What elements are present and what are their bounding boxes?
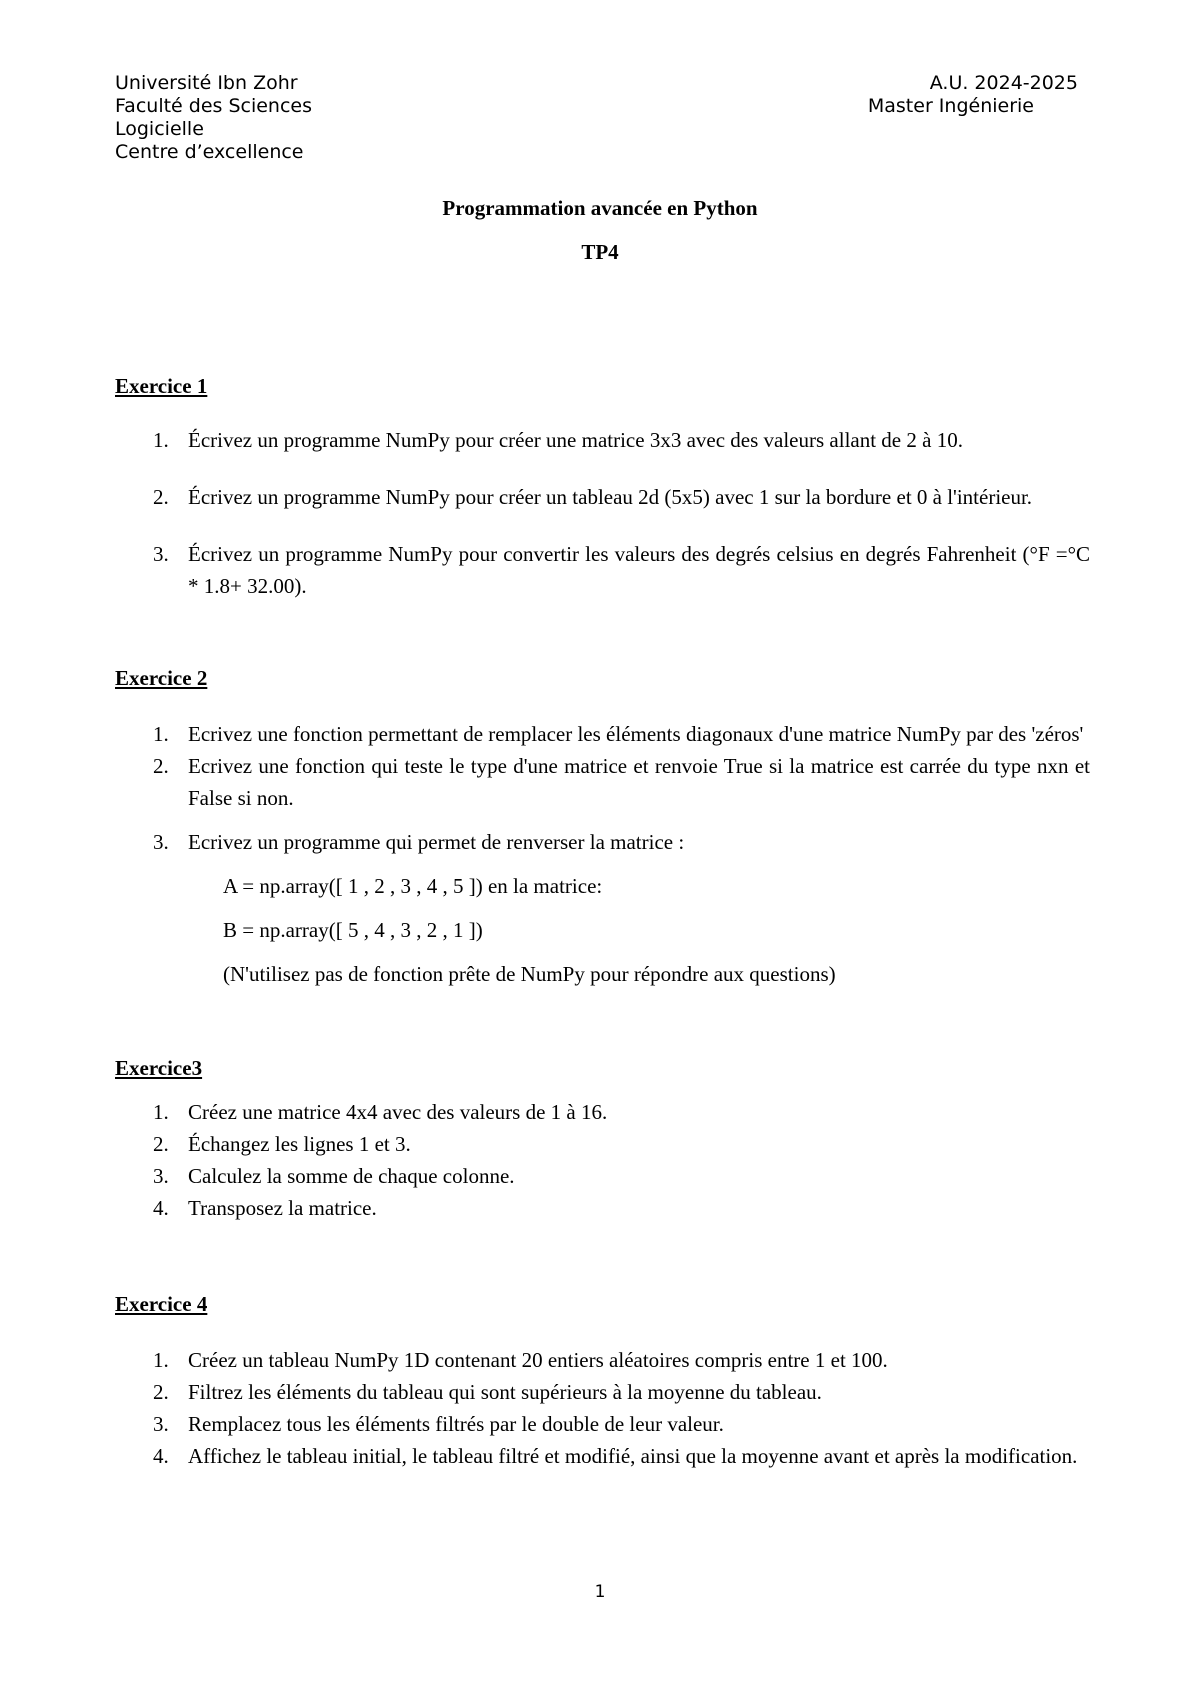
- list-item: 3. Remplacez tous les éléments filtrés par le double de leur valeur.: [153, 1412, 724, 1436]
- exercise-title: Exercice 4: [115, 1292, 208, 1316]
- list-item: 4. Affichez le tableau initial, le tableau filtré et modifié, ainsi que la moyenne avant et après la modification.: [153, 1444, 1078, 1468]
- list-item: 1. Écrivez un programme NumPy pour créer une matrice 3x3 avec des valeurs allant de 2 à 10.: [153, 428, 963, 452]
- exercise-title: Exercice 1: [115, 374, 208, 398]
- department-name: Logicielle: [115, 118, 204, 140]
- list-item: 3. Calculez la somme de chaque colonne.: [153, 1164, 515, 1188]
- list-item: 1. Créez une matrice 4x4 avec des valeurs de 1 à 16.: [153, 1100, 608, 1124]
- list-item: 2. Échangez les lignes 1 et 3.: [153, 1132, 411, 1156]
- document-subtitle: TP4: [581, 240, 619, 264]
- program-name: Master Ingénierie: [867, 95, 1034, 117]
- exercise-list: [115, 424, 1090, 602]
- faculty-name: Faculté des Sciences: [115, 95, 313, 117]
- exercise-title: Exercice 2: [115, 666, 208, 690]
- institution-block: [115, 72, 312, 164]
- list-item: 4. Transposez la matrice.: [153, 1196, 377, 1220]
- academic-year: A.U. 2024-2025: [929, 72, 1078, 94]
- list-item: 3. Ecrivez un programme qui permet de renverser la matrice :: [153, 830, 685, 854]
- exercise-4: [115, 1288, 1090, 1472]
- center-name: Centre d’excellence: [115, 141, 304, 163]
- list-item: 2. Filtrez les éléments du tableau qui sont supérieurs à la moyenne du tableau.: [153, 1380, 822, 1404]
- university-name: Université Ibn Zohr: [115, 72, 298, 94]
- list-item: 2. Ecrivez une fonction qui teste le type d'une matrice et renvoie True si la matrice est carrée du type nxn et False si non.: [153, 754, 1090, 810]
- document-title: Programmation avancée en Python: [442, 196, 758, 220]
- exercise-note: (N'utilisez pas de fonction prête de NumPy pour répondre aux questions): [223, 962, 836, 986]
- list-item: 3. Écrivez un programme NumPy pour convertir les valeurs des degrés celsius en degrés Fahrenheit (°F =°C * 1.8+ 32.00).: [153, 542, 1090, 598]
- exercise-2: [115, 662, 1090, 990]
- list-item: 2. Écrivez un programme NumPy pour créer un tableau 2d (5x5) avec 1 sur la bordure et 0 à l'intérieur.: [153, 485, 1033, 509]
- matrix-b-line: B = np.array([ 5 , 4 , 3 , 2 , 1 ]): [223, 918, 483, 942]
- list-item: 1. Ecrivez une fonction permettant de remplacer les éléments diagonaux d'une matrice NumPy par des 'zéros': [153, 722, 1084, 746]
- exercise-list: [115, 1344, 1090, 1472]
- exercise-list: [115, 718, 1090, 858]
- exercise-3: [115, 1052, 1090, 1224]
- page-number: 1: [594, 1582, 606, 1602]
- course-info-block: [868, 72, 1078, 118]
- exercise-1: [115, 370, 1090, 602]
- exercise-list: [115, 1096, 1090, 1224]
- list-item: 1. Créez un tableau NumPy 1D contenant 20 entiers aléatoires compris entre 1 et 100.: [153, 1348, 888, 1372]
- matrix-a-line: A = np.array([ 1 , 2 , 3 , 4 , 5 ]) en la matrice:: [223, 874, 603, 898]
- exercise-title: Exercice3: [115, 1056, 203, 1080]
